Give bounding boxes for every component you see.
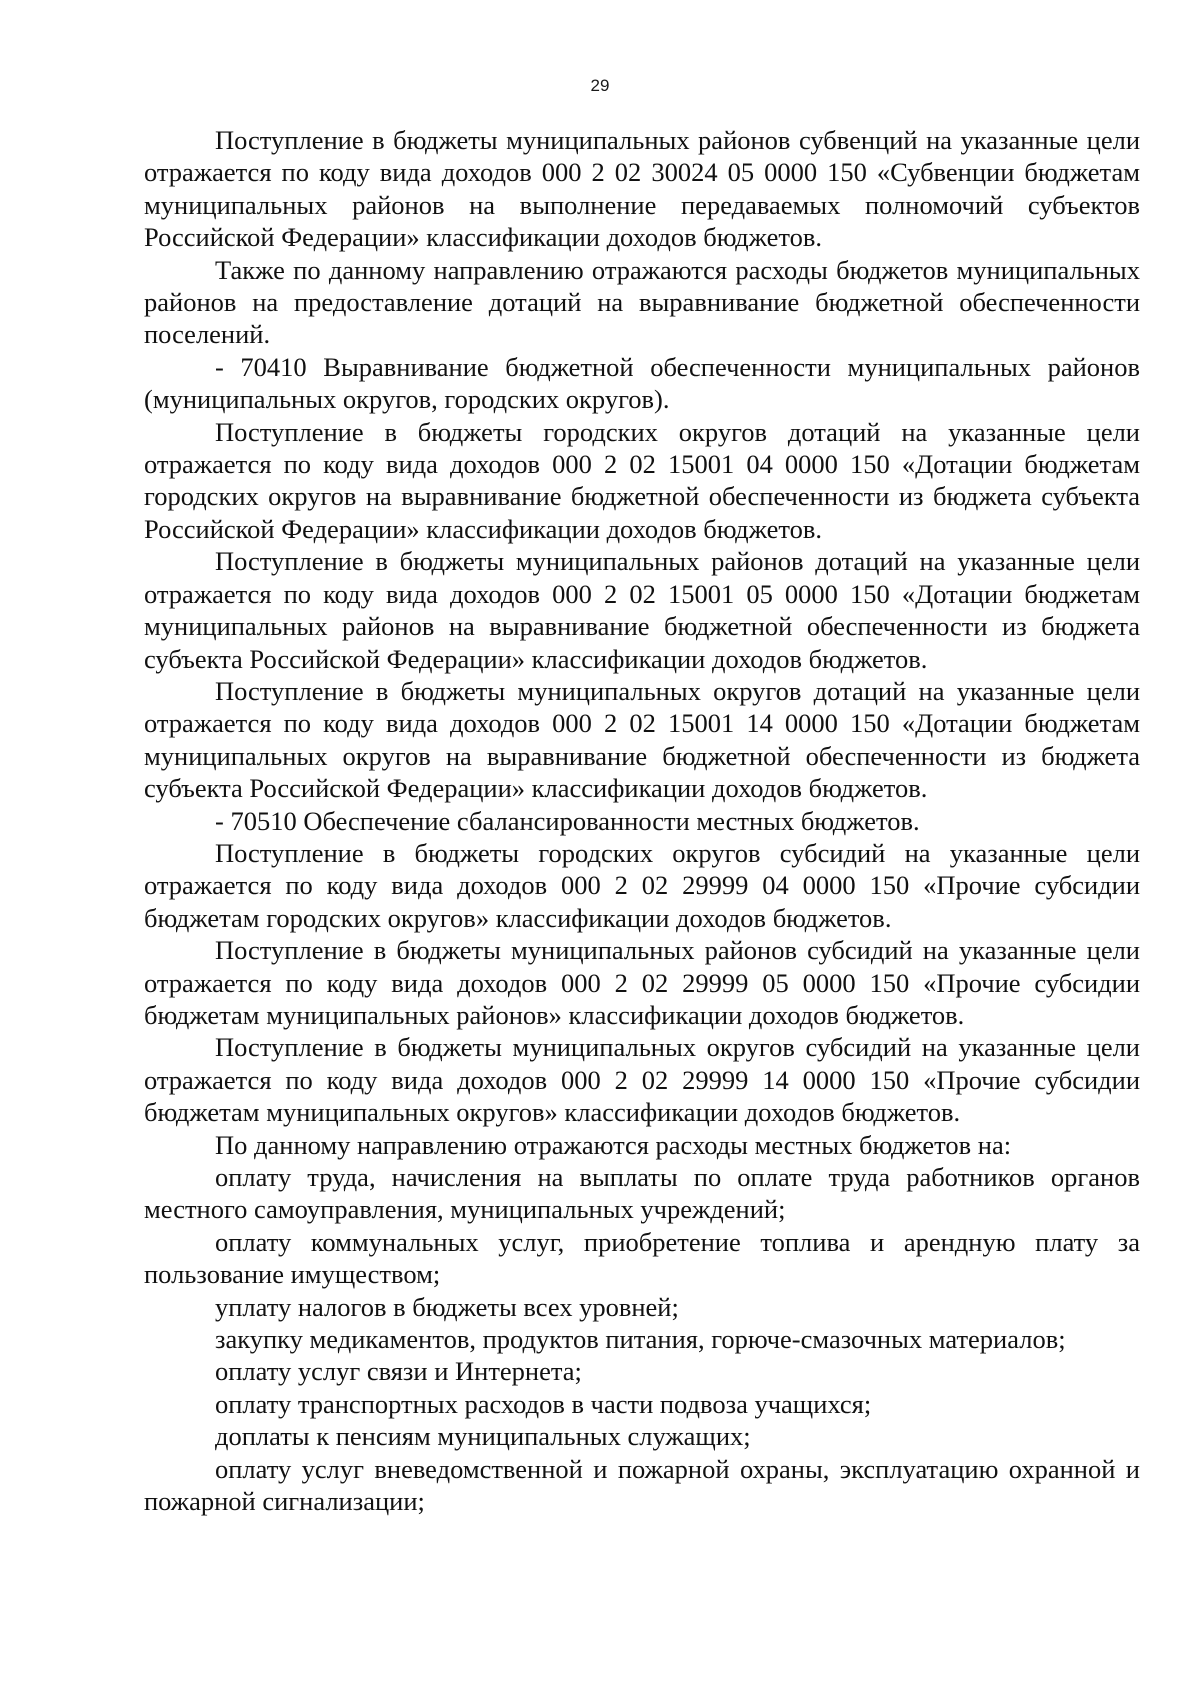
document-body: [144, 124, 1140, 1517]
paragraph: Поступление в бюджеты муниципальных округов субсидий на указанные цели отражается по коду вида доходов 000 2 02 29999 14 0000 150 «Прочие субсидии бюджетам муниципальных округов» классификации доходов бюджетов.: [144, 1032, 1140, 1128]
list-item: оплату транспортных расходов в части подвоза учащихся;: [215, 1388, 872, 1419]
list-item: оплату услуг вневедомственной и пожарной охраны, эксплуатацию охранной и пожарной сигнализации;: [144, 1453, 1140, 1517]
list-item: доплаты к пенсиям муниципальных служащих;: [215, 1421, 751, 1452]
paragraph: Поступление в бюджеты муниципальных районов субвенций на указанные цели отражается по коду вида доходов 000 2 02 30024 05 0000 150 «Субвенции бюджетам муниципальных районов на выполнение передаваемых полномочий субъектов Российской Федерации» классификации доходов бюджетов.: [144, 125, 1140, 253]
paragraph: - 70510 Обеспечение сбалансированности местных бюджетов.: [215, 805, 920, 836]
paragraph: Поступление в бюджеты муниципальных районов дотаций на указанные цели отражается по коду вида доходов 000 2 02 15001 05 0000 150 «Дотации бюджетам муниципальных районов на выравнивание бюджетной обеспеченности из бюджета субъекта Российской Федерации» классификации доходов бюджетов.: [144, 546, 1140, 674]
list-item: оплату услуг связи и Интернета;: [215, 1356, 582, 1387]
list-item: уплату налогов в бюджеты всех уровней;: [215, 1291, 679, 1322]
list-item: оплату труда, начисления на выплаты по оплате труда работников органов местного самоуправления, муниципальных учреждений;: [144, 1162, 1140, 1225]
paragraph: Поступление в бюджеты городских округов дотаций на указанные цели отражается по коду вида доходов 000 2 02 15001 04 0000 150 «Дотации бюджетам городских округов на выравнивание бюджетной обеспеченности из бюджета субъекта Российской Федерации» классификации доходов бюджетов.: [144, 416, 1140, 544]
paragraph: Поступление в бюджеты городских округов субсидий на указанные цели отражается по коду вида доходов 000 2 02 29999 04 0000 150 «Прочие субсидии бюджетам городских округов» классификации доходов бюджетов.: [144, 837, 1140, 933]
paragraph: Поступление в бюджеты муниципальных округов дотаций на указанные цели отражается по коду вида доходов 000 2 02 15001 14 0000 150 «Дотации бюджетам муниципальных округов на выравнивание бюджетной обеспеченности из бюджета субъекта Российской Федерации» классификации доходов бюджетов.: [144, 675, 1140, 804]
list-item: оплату коммунальных услуг, приобретение топлива и арендную плату за пользование имуществом;: [144, 1226, 1140, 1290]
paragraph: - 70410 Выравнивание бюджетной обеспеченности муниципальных районов (муниципальных округов, городских округов).: [144, 351, 1140, 415]
paragraph: Также по данному направлению отражаются расходы бюджетов муниципальных районов на предоставление дотаций на выравнивание бюджетной обеспеченности поселений.: [144, 254, 1140, 350]
paragraph: Поступление в бюджеты муниципальных районов субсидий на указанные цели отражается по коду вида доходов 000 2 02 29999 05 0000 150 «Прочие субсидии бюджетам муниципальных районов» классификации доходов бюджетов.: [144, 935, 1140, 1030]
paragraph: По данному направлению отражаются расходы местных бюджетов на:: [215, 1129, 1012, 1160]
list-item: закупку медикаментов, продуктов питания, горюче-смазочных материалов;: [215, 1324, 1066, 1355]
page-number: 29: [590, 76, 610, 95]
